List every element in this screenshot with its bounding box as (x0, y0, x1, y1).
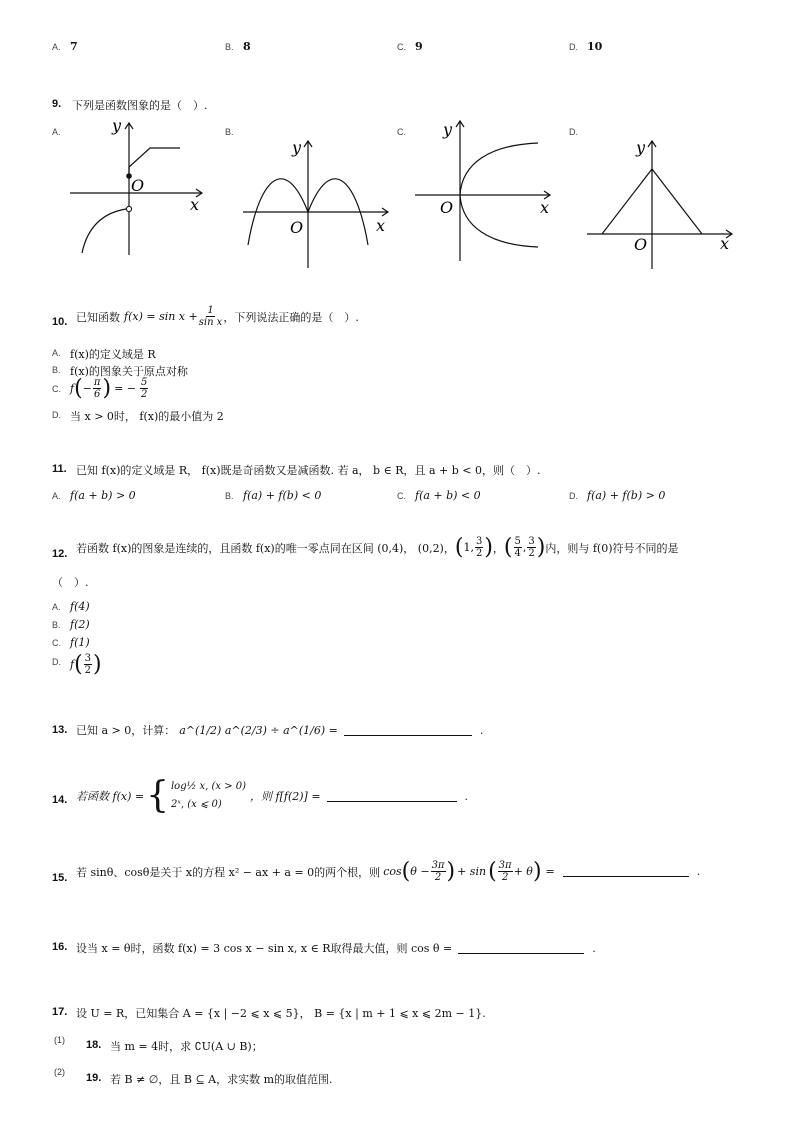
q10-c-f: f (70, 382, 75, 395)
q16-stem (76, 940, 596, 956)
q11-option-b-letter: B. (225, 491, 234, 501)
q12-option-c-letter: C. (52, 638, 61, 648)
q10-stem-pre: 已知函数 (76, 310, 120, 324)
q15-stem-text: 若 sinθ、cosθ是关于 x的方程 x² − ax + a = 0的两个根，则 (76, 865, 381, 879)
q17-sub2-number: 19. (86, 1072, 102, 1084)
q12-option-b[interactable]: f(2) (70, 618, 90, 631)
q11-number: 11. (52, 463, 67, 475)
q15-stem: 若 sinθ、cosθ是关于 x的方程 x² − ax + a = 0的两个根，则 cos ( θ − $\frac{3\pi}{2}$ ) + sin ( $\frac{3\pi}{2}$ + θ ) = . (76, 859, 701, 884)
q10-func: f(x) = sin x + (124, 310, 198, 323)
q10-option-c-letter: C. (52, 384, 61, 394)
fraction-denominator: sin x (198, 317, 223, 328)
q14-answer-blank[interactable] (327, 791, 457, 802)
q9-graph-b[interactable] (238, 135, 393, 270)
q16-number: 16. (52, 941, 68, 953)
q14-case2: 2ˣ, (x ⩽ 0) (170, 799, 222, 810)
q14-case1: log½ x, (x > 0) (170, 781, 247, 792)
origin-label: O (634, 235, 648, 254)
fraction-denominator: 4 (514, 548, 521, 559)
q10-c-fraction2 (140, 377, 148, 400)
q12-interval4-fraction1 (514, 536, 522, 559)
fraction-numerator: π (93, 377, 101, 388)
axis-y-label: y (292, 138, 302, 157)
axis-x-label: x (376, 216, 386, 235)
q17-sub2-mark: (2) (54, 1067, 65, 1077)
q15-fraction2 (498, 860, 513, 883)
axis-x-label: x (720, 234, 730, 253)
axis-y-label: y (112, 116, 122, 135)
q9-number: 9. (52, 98, 62, 110)
q11-option-d[interactable]: f(a) + f(b) > 0 (587, 489, 666, 502)
q11-option-d-letter: D. (569, 491, 578, 501)
q12-option-c[interactable]: f(1) (70, 636, 90, 649)
brace-icon: { (146, 775, 169, 816)
q9-option-c-letter: C. (397, 127, 406, 137)
q8-option-d[interactable]: 10 (587, 40, 603, 53)
q13-expr: a^(1/2) a^(2/3) ÷ a^(1/6) = (179, 723, 338, 737)
q14-cases (171, 778, 246, 814)
q16-answer-blank[interactable] (458, 943, 584, 954)
q12-stem-line2: （ ）. (52, 576, 89, 589)
q15-plus-sin: + sin (457, 865, 487, 878)
q10-option-a[interactable]: f(x)的定义域是 R (70, 348, 156, 361)
axis-y-label: y (636, 138, 646, 157)
q15-cos: cos (383, 865, 402, 878)
axis-x-label: x (190, 195, 200, 214)
fraction-denominator: 2 (501, 872, 509, 883)
q12-option-a-letter: A. (52, 602, 61, 612)
fraction-denominator: 6 (93, 389, 101, 400)
q15-answer-blank[interactable] (563, 866, 689, 877)
fraction-numerator: 3π (431, 860, 445, 871)
q12-interval4-fraction2 (527, 536, 535, 559)
q17-stem: 设 U = R，已知集合 A = {x | −2 ⩽ x ⩽ 5}， B = {x | m + 1 ⩽ x ⩽ 2m − 1}. (76, 1007, 486, 1020)
q12-option-d[interactable]: f ( $\frac{3}{2}$ ) (70, 652, 102, 677)
origin-label: O (290, 218, 304, 237)
q12-interval3-a: 1 (463, 541, 471, 554)
fraction-denominator: 2 (84, 665, 92, 676)
origin-label: O (440, 198, 454, 217)
q13-stem-text: 已知 a > 0，计算： (76, 724, 176, 737)
q15-eq: = (545, 865, 555, 878)
q11-option-a-letter: A. (52, 491, 61, 501)
q8-option-a[interactable]: 7 (70, 40, 78, 53)
q12-d-fraction (84, 653, 92, 676)
q11-option-c[interactable]: f(a + b) < 0 (415, 489, 481, 502)
q8-option-b[interactable]: 8 (243, 40, 251, 53)
fraction-denominator: 2 (475, 548, 483, 559)
q9-option-a-letter: A. (52, 127, 61, 137)
q10-option-c[interactable]: f ( − $\frac{\pi}{6}$ ) = − $\frac{5}{2}$ (70, 376, 148, 401)
q12-d-f: f (70, 658, 75, 671)
q10-number: 10. (52, 316, 68, 328)
q9-stem: 下列是函数图象的是（ ）. (72, 99, 208, 112)
q12-number: 12. (52, 548, 68, 560)
fraction-numerator: 5 (141, 377, 148, 388)
fraction-denominator: 2 (141, 389, 148, 400)
q16-stem-text: 设当 x = θ时，函数 f(x) = 3 cos x − sin x, x ∈ R取得最大值，则 cos θ = (76, 942, 453, 955)
q14-end: . (464, 789, 469, 803)
q12-interval3-fraction (475, 536, 483, 559)
fraction-numerator: 3 (528, 536, 535, 547)
axis-x-label: x (540, 198, 550, 217)
q17-number: 17. (52, 1006, 68, 1018)
q9-option-b-letter: B. (225, 127, 234, 137)
q10-c-mid: = − (114, 382, 136, 395)
q10-option-d[interactable]: 当 x > 0时， f(x)的最小值为 2 (70, 410, 224, 423)
fraction-numerator: 1 (207, 305, 214, 316)
q8-option-c-letter: C. (397, 42, 406, 52)
q9-graph-d[interactable] (582, 135, 737, 275)
q14-stem (76, 775, 469, 816)
q15-expr2-in: + θ (513, 865, 533, 878)
q8-option-b-letter: B. (225, 42, 234, 52)
q10-stem-post: ，下列说法正确的是（ ）. (223, 310, 359, 324)
q11-option-b[interactable]: f(a) + f(b) < 0 (243, 489, 322, 502)
fraction-numerator: 3 (84, 653, 92, 664)
q16-end: . (592, 941, 596, 955)
q12-stem: 若函数 f(x)的图象是连续的，且函数 f(x)的唯一零点同在区间 (0,4)， (0,2)， ( 1 , $\frac{3}{2}$ ) ， ( $\frac{5}{4}$ , $\frac{3}{2}$ ) 内，则与 f(0)符号不同的是 (76, 535, 679, 560)
q10-option-b[interactable]: f(x)的图象关于原点对称 (70, 365, 188, 378)
q8-option-c[interactable]: 9 (415, 40, 423, 53)
axis-y-label: y (443, 120, 453, 139)
q14-number: 14. (52, 794, 68, 806)
q10-stem (76, 305, 359, 328)
q17-sub1-mark: (1) (54, 1035, 65, 1045)
q9-option-d-letter: D. (569, 127, 578, 137)
q15-end: . (696, 865, 701, 878)
q12-stem-pre: 若函数 f(x)的图象是连续的，且函数 f(x)的唯一零点同在区间 (0,4)， (0,2)， (76, 541, 455, 555)
q13-answer-blank[interactable] (344, 725, 472, 736)
q17-sub1-number: 18. (86, 1039, 102, 1051)
q12-stem-post: 内，则与 f(0)符号不同的是 (545, 541, 679, 555)
q8-option-d-letter: D. (569, 42, 578, 52)
q15-expr1-in: θ − (410, 865, 430, 878)
q17-sub2-text: 若 B ≠ ∅，且 B ⊆ A，求实数 m的取值范围. (110, 1073, 333, 1086)
q14-stem-text: 若函数 f(x) = (76, 790, 145, 803)
q10-option-d-letter: D. (52, 410, 61, 420)
q12-option-d-letter: D. (52, 657, 61, 667)
q13-number: 13. (52, 724, 68, 736)
q10-c-fraction (93, 377, 102, 400)
q9-graph-a[interactable] (62, 115, 212, 260)
fraction-numerator: 3π (498, 860, 512, 871)
q17-sub1-text: 当 m = 4时，求 ∁U(A ∪ B)； (110, 1040, 263, 1053)
q15-fraction1 (431, 860, 446, 883)
q10-option-b-letter: B. (52, 365, 61, 375)
q13-tail: . (479, 723, 484, 737)
fraction-numerator: 3 (475, 536, 483, 547)
fraction-numerator: 5 (514, 536, 521, 547)
q12-option-a[interactable]: f(4) (70, 600, 90, 613)
q10-fraction (199, 305, 223, 328)
q10-option-a-letter: A. (52, 348, 61, 358)
q11-option-a[interactable]: f(a + b) > 0 (70, 489, 136, 502)
fraction-denominator: 2 (434, 872, 442, 883)
q9-graph-c[interactable] (410, 115, 560, 265)
fraction-denominator: 2 (528, 548, 535, 559)
q12-option-b-letter: B. (52, 620, 61, 630)
q11-stem: 已知 f(x)的定义域是 R， f(x)既是奇函数又是减函数. 若 a， b ∈ R，且 a + b < 0，则（ ）. (76, 464, 541, 477)
origin-label: O (131, 176, 145, 195)
q15-number: 15. (52, 872, 68, 884)
q14-tail: ，则 f[f(2)] = (250, 790, 321, 803)
q8-option-a-letter: A. (52, 42, 61, 52)
q13-stem (76, 722, 483, 738)
q11-option-c-letter: C. (397, 491, 406, 501)
